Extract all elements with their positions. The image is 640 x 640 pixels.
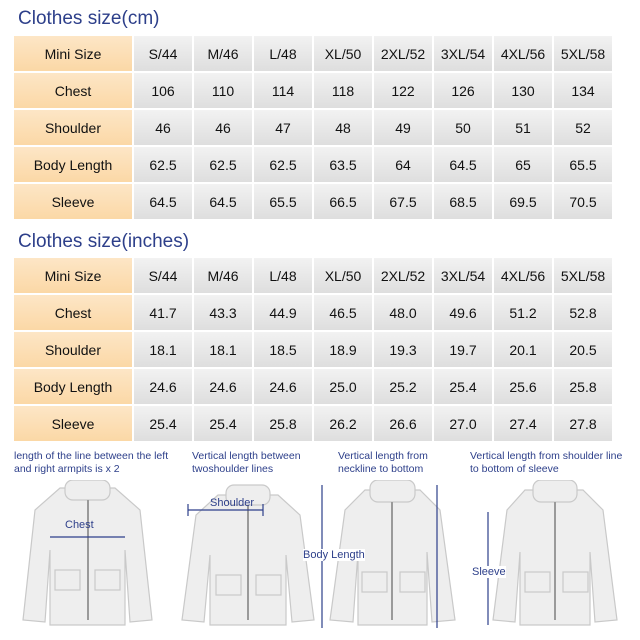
table-cell: 25.4 [134,406,192,441]
table-cell: XL/50 [314,258,372,293]
inch-table-row [14,406,612,441]
chest-label: Chest [65,519,94,531]
table-cell: 50 [434,110,492,145]
table-cell: 48 [314,110,372,145]
table-cell: 64.5 [434,147,492,182]
table-cell: 46.5 [314,295,372,330]
table-cell: 62.5 [254,147,312,182]
row-header: Shoulder [14,110,132,145]
table-cell: 62.5 [194,147,252,182]
table-cell: 47 [254,110,312,145]
table-cell: 106 [134,73,192,108]
table-cell: 27.4 [494,406,552,441]
row-header: Body Length [14,147,132,182]
table-cell: 3XL/54 [434,258,492,293]
table-cell: 3XL/54 [434,36,492,71]
table-cell: 18.1 [134,332,192,367]
shoulder-label: Shoulder [210,497,255,509]
table-cell: 5XL/58 [554,258,612,293]
table-cell: S/44 [134,258,192,293]
table-cell: 66.5 [314,184,372,219]
body-length-explanation: Vertical length from neckline to bottom [338,450,428,475]
table-cell: M/46 [194,258,252,293]
jacket-image-chest [20,480,155,630]
table-cell: 64.5 [194,184,252,219]
body-length-label: Body Length [303,549,365,561]
table-cell: 27.0 [434,406,492,441]
table-cell: 4XL/56 [494,36,552,71]
inch-size-table [12,256,614,443]
table-cell: 25.4 [434,369,492,404]
table-cell: 25.0 [314,369,372,404]
table-cell: S/44 [134,36,192,71]
table-cell: 52 [554,110,612,145]
sleeve-explanation: Vertical length from shoulder line to bottom of sleeve [470,450,623,475]
table-cell: XL/50 [314,36,372,71]
cm-table-row [14,147,612,182]
row-header: Shoulder [14,332,132,367]
table-cell: 27.8 [554,406,612,441]
table-cell: 20.1 [494,332,552,367]
inch-section-title: Clothes size(inches) [18,231,190,252]
table-cell: 49.6 [434,295,492,330]
row-header: Sleeve [14,406,132,441]
table-cell: 65.5 [254,184,312,219]
table-cell: 25.6 [494,369,552,404]
table-cell: 2XL/52 [374,258,432,293]
table-cell: 70.5 [554,184,612,219]
table-cell: 46 [134,110,192,145]
table-cell: 130 [494,73,552,108]
table-cell: 2XL/52 [374,36,432,71]
table-cell: 25.2 [374,369,432,404]
table-cell: 25.8 [554,369,612,404]
sleeve-label: Sleeve [472,566,506,578]
jacket-image-sleeve [485,480,625,630]
chest-explanation: length of the line between the left and right armpits is x 2 [14,450,169,475]
table-cell: 110 [194,73,252,108]
table-cell: 114 [254,73,312,108]
table-cell: 20.5 [554,332,612,367]
table-cell: 65 [494,147,552,182]
table-cell: 26.2 [314,406,372,441]
table-cell: 122 [374,73,432,108]
table-cell: 19.3 [374,332,432,367]
table-cell: 67.5 [374,184,432,219]
table-cell: 126 [434,73,492,108]
row-header: Chest [14,295,132,330]
table-cell: 26.6 [374,406,432,441]
table-cell: L/48 [254,258,312,293]
inch-table-row [14,369,612,404]
table-cell: 62.5 [134,147,192,182]
table-cell: 18.9 [314,332,372,367]
inch-table-row [14,295,612,330]
table-cell: 5XL/58 [554,36,612,71]
table-cell: 18.5 [254,332,312,367]
table-cell: 43.3 [194,295,252,330]
table-cell: 64.5 [134,184,192,219]
cm-table-row [14,73,612,108]
table-cell: 41.7 [134,295,192,330]
table-cell: M/46 [194,36,252,71]
inch-table-row [14,258,612,293]
table-cell: 18.1 [194,332,252,367]
table-cell: 49 [374,110,432,145]
cm-table-row [14,184,612,219]
table-cell: 52.8 [554,295,612,330]
cm-section-title: Clothes size(cm) [18,8,160,29]
table-cell: 64 [374,147,432,182]
table-cell: 19.7 [434,332,492,367]
row-header: Sleeve [14,184,132,219]
shoulder-explanation: Vertical length between twoshoulder lines [192,450,301,475]
row-header: Chest [14,73,132,108]
table-cell: 51 [494,110,552,145]
cm-table-row [14,36,612,71]
table-cell: 25.4 [194,406,252,441]
table-cell: 51.2 [494,295,552,330]
table-cell: 24.6 [194,369,252,404]
inch-table-row [14,332,612,367]
table-cell: 118 [314,73,372,108]
table-cell: 48.0 [374,295,432,330]
table-cell: 46 [194,110,252,145]
cm-table-row [14,110,612,145]
table-cell: 69.5 [494,184,552,219]
row-header: Mini Size [14,258,132,293]
table-cell: 24.6 [254,369,312,404]
table-cell: 134 [554,73,612,108]
table-cell: 4XL/56 [494,258,552,293]
cm-size-table [12,34,614,221]
table-cell: 25.8 [254,406,312,441]
table-cell: 63.5 [314,147,372,182]
table-cell: 44.9 [254,295,312,330]
table-cell: 65.5 [554,147,612,182]
row-header: Body Length [14,369,132,404]
table-cell: 68.5 [434,184,492,219]
table-cell: L/48 [254,36,312,71]
table-cell: 24.6 [134,369,192,404]
row-header: Mini Size [14,36,132,71]
